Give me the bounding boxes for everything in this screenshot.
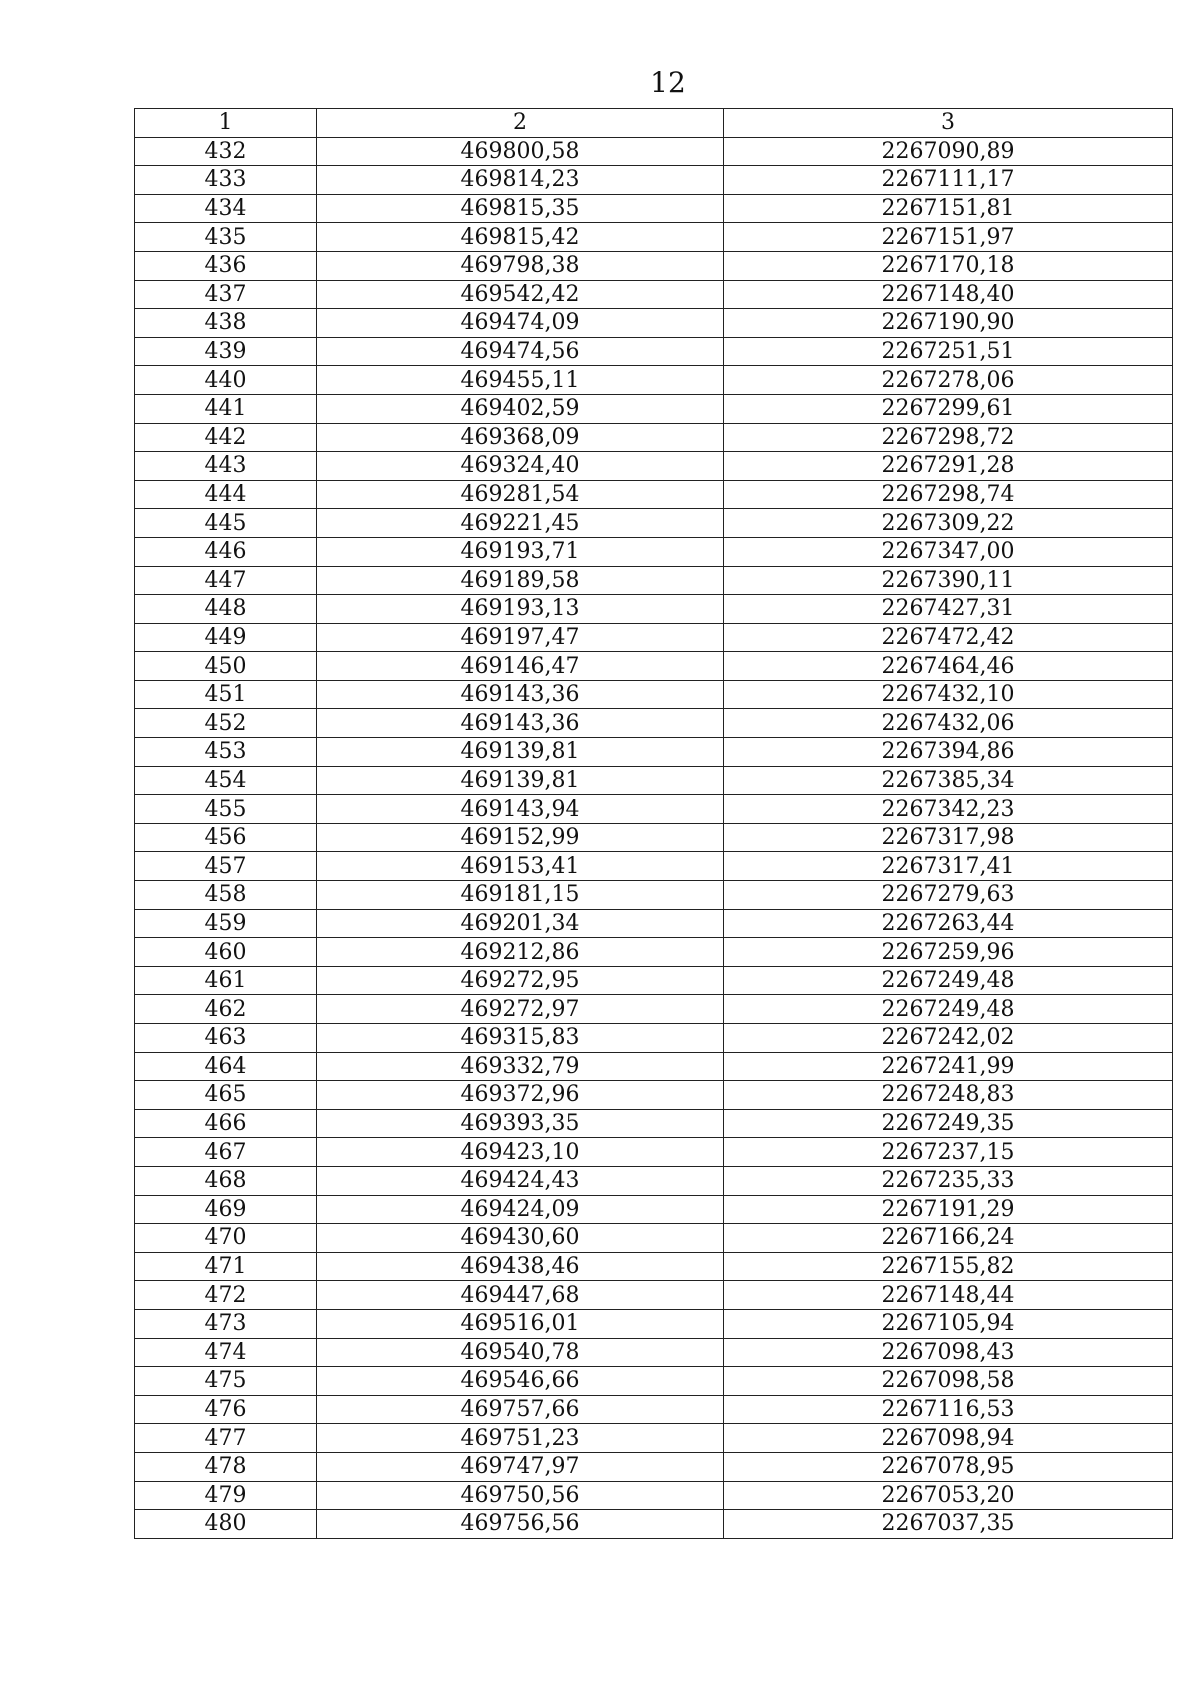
- y-coordinate-cell: 2267235,33: [724, 1166, 1173, 1195]
- table-row: [135, 852, 1173, 881]
- table-row: [135, 223, 1173, 252]
- table-row: [135, 1481, 1173, 1510]
- page-number: 12: [650, 66, 686, 99]
- table-row: [135, 1367, 1173, 1396]
- y-coordinate-cell: 2267394,86: [724, 738, 1173, 767]
- y-coordinate-cell: 2267098,43: [724, 1338, 1173, 1367]
- point-number-cell: 434: [135, 194, 317, 223]
- y-coordinate-cell: 2267148,44: [724, 1281, 1173, 1310]
- y-coordinate-cell: 2267170,18: [724, 251, 1173, 280]
- x-coordinate-cell: 469332,79: [317, 1052, 724, 1081]
- y-coordinate-cell: 2267432,10: [724, 680, 1173, 709]
- y-coordinate-cell: 2267464,46: [724, 652, 1173, 681]
- point-number-cell: 449: [135, 623, 317, 652]
- point-number-cell: 447: [135, 566, 317, 595]
- point-number-cell: 476: [135, 1395, 317, 1424]
- point-number-cell: 480: [135, 1510, 317, 1539]
- table-row: [135, 595, 1173, 624]
- point-number-cell: 460: [135, 938, 317, 967]
- point-number-cell: 432: [135, 137, 317, 166]
- y-coordinate-cell: 2267078,95: [724, 1452, 1173, 1481]
- column-header-2: 2: [317, 109, 724, 138]
- y-coordinate-cell: 2267249,35: [724, 1109, 1173, 1138]
- table-row: [135, 1195, 1173, 1224]
- y-coordinate-cell: 2267249,48: [724, 966, 1173, 995]
- point-number-cell: 465: [135, 1081, 317, 1110]
- x-coordinate-cell: 469800,58: [317, 137, 724, 166]
- y-coordinate-cell: 2267116,53: [724, 1395, 1173, 1424]
- y-coordinate-cell: 2267472,42: [724, 623, 1173, 652]
- table-row: [135, 680, 1173, 709]
- y-coordinate-cell: 2267191,29: [724, 1195, 1173, 1224]
- y-coordinate-cell: 2267385,34: [724, 766, 1173, 795]
- x-coordinate-cell: 469798,38: [317, 251, 724, 280]
- table-row: [135, 1166, 1173, 1195]
- y-coordinate-cell: 2267105,94: [724, 1309, 1173, 1338]
- table-row: [135, 995, 1173, 1024]
- table-row: [135, 1424, 1173, 1453]
- y-coordinate-cell: 2267299,61: [724, 394, 1173, 423]
- x-coordinate-cell: 469438,46: [317, 1252, 724, 1281]
- table-row: [135, 1395, 1173, 1424]
- table-row: [135, 137, 1173, 166]
- x-coordinate-cell: 469212,86: [317, 938, 724, 967]
- table-row: [135, 1452, 1173, 1481]
- x-coordinate-cell: 469281,54: [317, 480, 724, 509]
- x-coordinate-cell: 469814,23: [317, 166, 724, 195]
- column-header-1: 1: [135, 109, 317, 138]
- x-coordinate-cell: 469402,59: [317, 394, 724, 423]
- point-number-cell: 440: [135, 366, 317, 395]
- table-row: [135, 909, 1173, 938]
- table-row: [135, 166, 1173, 195]
- x-coordinate-cell: 469756,56: [317, 1510, 724, 1539]
- x-coordinate-cell: 469423,10: [317, 1138, 724, 1167]
- point-number-cell: 459: [135, 909, 317, 938]
- x-coordinate-cell: 469424,09: [317, 1195, 724, 1224]
- x-coordinate-cell: 469393,35: [317, 1109, 724, 1138]
- x-coordinate-cell: 469315,83: [317, 1024, 724, 1053]
- table-row: [135, 938, 1173, 967]
- point-number-cell: 475: [135, 1367, 317, 1396]
- table-row: [135, 509, 1173, 538]
- x-coordinate-cell: 469152,99: [317, 823, 724, 852]
- point-number-cell: 446: [135, 537, 317, 566]
- point-number-cell: 451: [135, 680, 317, 709]
- x-coordinate-cell: 469143,94: [317, 795, 724, 824]
- point-number-cell: 468: [135, 1166, 317, 1195]
- x-coordinate-cell: 469546,66: [317, 1367, 724, 1396]
- point-number-cell: 456: [135, 823, 317, 852]
- y-coordinate-cell: 2267278,06: [724, 366, 1173, 395]
- x-coordinate-cell: 469143,36: [317, 709, 724, 738]
- y-coordinate-cell: 2267098,58: [724, 1367, 1173, 1396]
- y-coordinate-cell: 2267166,24: [724, 1224, 1173, 1253]
- x-coordinate-cell: 469542,42: [317, 280, 724, 309]
- point-number-cell: 462: [135, 995, 317, 1024]
- x-coordinate-cell: 469751,23: [317, 1424, 724, 1453]
- x-coordinate-cell: 469516,01: [317, 1309, 724, 1338]
- point-number-cell: 467: [135, 1138, 317, 1167]
- point-number-cell: 443: [135, 452, 317, 481]
- table-row: [135, 1109, 1173, 1138]
- table-row: [135, 709, 1173, 738]
- y-coordinate-cell: 2267053,20: [724, 1481, 1173, 1510]
- x-coordinate-cell: 469146,47: [317, 652, 724, 681]
- x-coordinate-cell: 469455,11: [317, 366, 724, 395]
- x-coordinate-cell: 469272,97: [317, 995, 724, 1024]
- table-row: [135, 280, 1173, 309]
- y-coordinate-cell: 2267432,06: [724, 709, 1173, 738]
- table-row: [135, 652, 1173, 681]
- table-row: [135, 1224, 1173, 1253]
- point-number-cell: 477: [135, 1424, 317, 1453]
- y-coordinate-cell: 2267190,90: [724, 309, 1173, 338]
- x-coordinate-cell: 469143,36: [317, 680, 724, 709]
- x-coordinate-cell: 469139,81: [317, 766, 724, 795]
- y-coordinate-cell: 2267291,28: [724, 452, 1173, 481]
- x-coordinate-cell: 469153,41: [317, 852, 724, 881]
- point-number-cell: 438: [135, 309, 317, 338]
- table-row: [135, 1309, 1173, 1338]
- table-row: [135, 1138, 1173, 1167]
- y-coordinate-cell: 2267390,11: [724, 566, 1173, 595]
- x-coordinate-cell: 469221,45: [317, 509, 724, 538]
- table-row: [135, 394, 1173, 423]
- y-coordinate-cell: 2267151,97: [724, 223, 1173, 252]
- table-row: [135, 766, 1173, 795]
- y-coordinate-cell: 2267241,99: [724, 1052, 1173, 1081]
- table-row: [135, 566, 1173, 595]
- y-coordinate-cell: 2267237,15: [724, 1138, 1173, 1167]
- point-number-cell: 471: [135, 1252, 317, 1281]
- y-coordinate-cell: 2267298,74: [724, 480, 1173, 509]
- y-coordinate-cell: 2267347,00: [724, 537, 1173, 566]
- x-coordinate-cell: 469139,81: [317, 738, 724, 767]
- y-coordinate-cell: 2267242,02: [724, 1024, 1173, 1053]
- point-number-cell: 450: [135, 652, 317, 681]
- table-row: [135, 194, 1173, 223]
- y-coordinate-cell: 2267111,17: [724, 166, 1173, 195]
- point-number-cell: 442: [135, 423, 317, 452]
- table-row: [135, 423, 1173, 452]
- x-coordinate-cell: 469757,66: [317, 1395, 724, 1424]
- x-coordinate-cell: 469747,97: [317, 1452, 724, 1481]
- x-coordinate-cell: 469540,78: [317, 1338, 724, 1367]
- table-row: [135, 623, 1173, 652]
- table-row: [135, 1252, 1173, 1281]
- point-number-cell: 444: [135, 480, 317, 509]
- point-number-cell: 461: [135, 966, 317, 995]
- table-row: [135, 1338, 1173, 1367]
- table-row: [135, 1024, 1173, 1053]
- table-row: [135, 452, 1173, 481]
- table-row: [135, 337, 1173, 366]
- table-row: [135, 366, 1173, 395]
- point-number-cell: 463: [135, 1024, 317, 1053]
- x-coordinate-cell: 469197,47: [317, 623, 724, 652]
- table-row: [135, 881, 1173, 910]
- table-row: [135, 251, 1173, 280]
- table-row: [135, 823, 1173, 852]
- x-coordinate-cell: 469474,09: [317, 309, 724, 338]
- x-coordinate-cell: 469424,43: [317, 1166, 724, 1195]
- y-coordinate-cell: 2267098,94: [724, 1424, 1173, 1453]
- x-coordinate-cell: 469447,68: [317, 1281, 724, 1310]
- point-number-cell: 479: [135, 1481, 317, 1510]
- point-number-cell: 448: [135, 595, 317, 624]
- point-number-cell: 464: [135, 1052, 317, 1081]
- point-number-cell: 474: [135, 1338, 317, 1367]
- y-coordinate-cell: 2267251,51: [724, 337, 1173, 366]
- point-number-cell: 470: [135, 1224, 317, 1253]
- y-coordinate-cell: 2267248,83: [724, 1081, 1173, 1110]
- x-coordinate-cell: 469272,95: [317, 966, 724, 995]
- x-coordinate-cell: 469193,13: [317, 595, 724, 624]
- point-number-cell: 439: [135, 337, 317, 366]
- point-number-cell: 453: [135, 738, 317, 767]
- point-number-cell: 469: [135, 1195, 317, 1224]
- point-number-cell: 457: [135, 852, 317, 881]
- x-coordinate-cell: 469201,34: [317, 909, 724, 938]
- point-number-cell: 436: [135, 251, 317, 280]
- point-number-cell: 454: [135, 766, 317, 795]
- x-coordinate-cell: 469368,09: [317, 423, 724, 452]
- table-row: [135, 1510, 1173, 1539]
- x-coordinate-cell: 469372,96: [317, 1081, 724, 1110]
- table-body: [135, 137, 1173, 1538]
- table-row: [135, 1052, 1173, 1081]
- point-number-cell: 437: [135, 280, 317, 309]
- y-coordinate-cell: 2267148,40: [724, 280, 1173, 309]
- point-number-cell: 433: [135, 166, 317, 195]
- table-row: [135, 795, 1173, 824]
- x-coordinate-cell: 469815,35: [317, 194, 724, 223]
- y-coordinate-cell: 2267279,63: [724, 881, 1173, 910]
- y-coordinate-cell: 2267298,72: [724, 423, 1173, 452]
- y-coordinate-cell: 2267249,48: [724, 995, 1173, 1024]
- point-number-cell: 455: [135, 795, 317, 824]
- x-coordinate-cell: 469750,56: [317, 1481, 724, 1510]
- point-number-cell: 458: [135, 881, 317, 910]
- table-row: [135, 738, 1173, 767]
- table-row: [135, 537, 1173, 566]
- x-coordinate-cell: 469430,60: [317, 1224, 724, 1253]
- point-number-cell: 466: [135, 1109, 317, 1138]
- y-coordinate-cell: 2267427,31: [724, 595, 1173, 624]
- point-number-cell: 473: [135, 1309, 317, 1338]
- x-coordinate-cell: 469189,58: [317, 566, 724, 595]
- y-coordinate-cell: 2267317,41: [724, 852, 1173, 881]
- y-coordinate-cell: 2267037,35: [724, 1510, 1173, 1539]
- column-header-3: 3: [724, 109, 1173, 138]
- x-coordinate-cell: 469474,56: [317, 337, 724, 366]
- y-coordinate-cell: 2267342,23: [724, 795, 1173, 824]
- table-header-row: [135, 109, 1173, 138]
- y-coordinate-cell: 2267151,81: [724, 194, 1173, 223]
- point-number-cell: 445: [135, 509, 317, 538]
- x-coordinate-cell: 469181,15: [317, 881, 724, 910]
- point-number-cell: 478: [135, 1452, 317, 1481]
- point-number-cell: 472: [135, 1281, 317, 1310]
- y-coordinate-cell: 2267263,44: [724, 909, 1173, 938]
- y-coordinate-cell: 2267309,22: [724, 509, 1173, 538]
- y-coordinate-cell: 2267259,96: [724, 938, 1173, 967]
- table-row: [135, 480, 1173, 509]
- y-coordinate-cell: 2267155,82: [724, 1252, 1173, 1281]
- y-coordinate-cell: 2267317,98: [724, 823, 1173, 852]
- x-coordinate-cell: 469324,40: [317, 452, 724, 481]
- table-row: [135, 966, 1173, 995]
- point-number-cell: 441: [135, 394, 317, 423]
- coordinates-table: [134, 108, 1173, 1539]
- point-number-cell: 452: [135, 709, 317, 738]
- table-row: [135, 309, 1173, 338]
- x-coordinate-cell: 469193,71: [317, 537, 724, 566]
- x-coordinate-cell: 469815,42: [317, 223, 724, 252]
- point-number-cell: 435: [135, 223, 317, 252]
- table-row: [135, 1281, 1173, 1310]
- y-coordinate-cell: 2267090,89: [724, 137, 1173, 166]
- table-row: [135, 1081, 1173, 1110]
